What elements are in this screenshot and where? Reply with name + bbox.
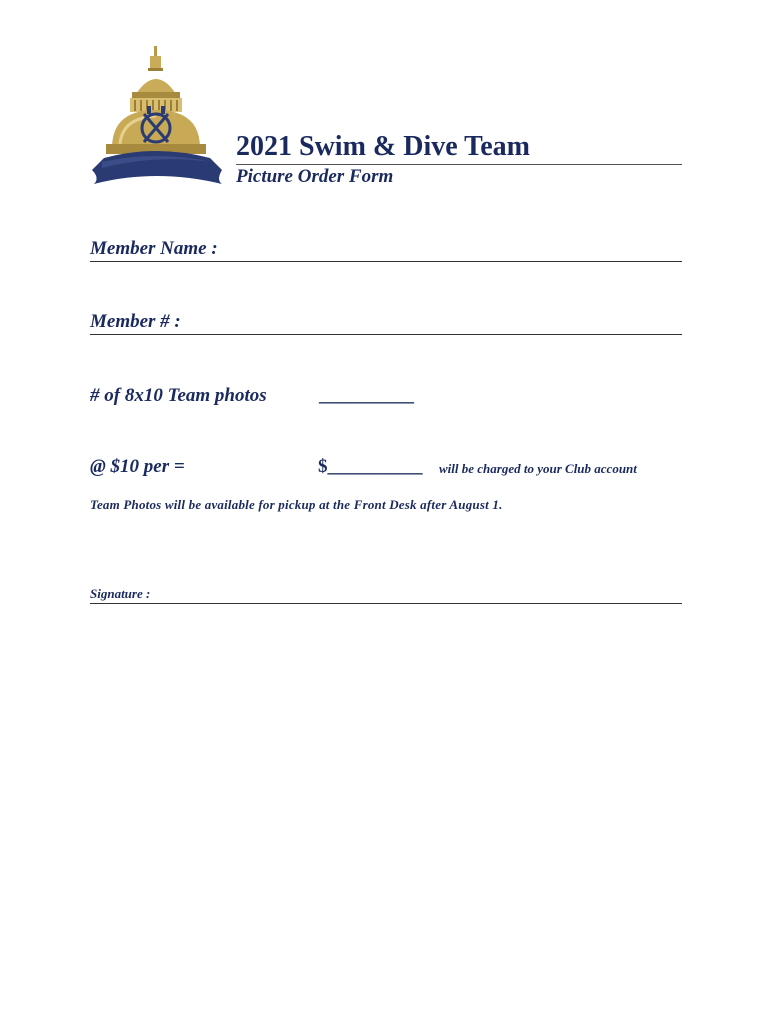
member-number-field[interactable]	[90, 334, 682, 335]
page-subtitle: Picture Order Form	[236, 166, 394, 187]
photos-count-field[interactable]: __________	[319, 385, 414, 406]
page-title: 2021 Swim & Dive Team	[236, 131, 530, 162]
member-number-label: Member # :	[90, 311, 181, 332]
signature-label: Signature :	[90, 586, 151, 601]
amount-field[interactable]: $__________	[318, 456, 423, 477]
charge-note: will be charged to your Club account	[439, 461, 637, 476]
availability-note: Team Photos will be available for pickup at the Front Desk after August 1.	[90, 497, 503, 512]
member-name-field[interactable]	[90, 261, 682, 262]
photos-count-label: # of 8x10 Team photos	[90, 385, 267, 406]
congressional-logo	[90, 44, 226, 188]
capitol-dome-icon	[90, 44, 226, 188]
title-divider	[236, 164, 682, 165]
signature-field[interactable]	[90, 603, 682, 604]
price-label: @ $10 per =	[90, 456, 185, 477]
member-name-label: Member Name :	[90, 238, 218, 259]
